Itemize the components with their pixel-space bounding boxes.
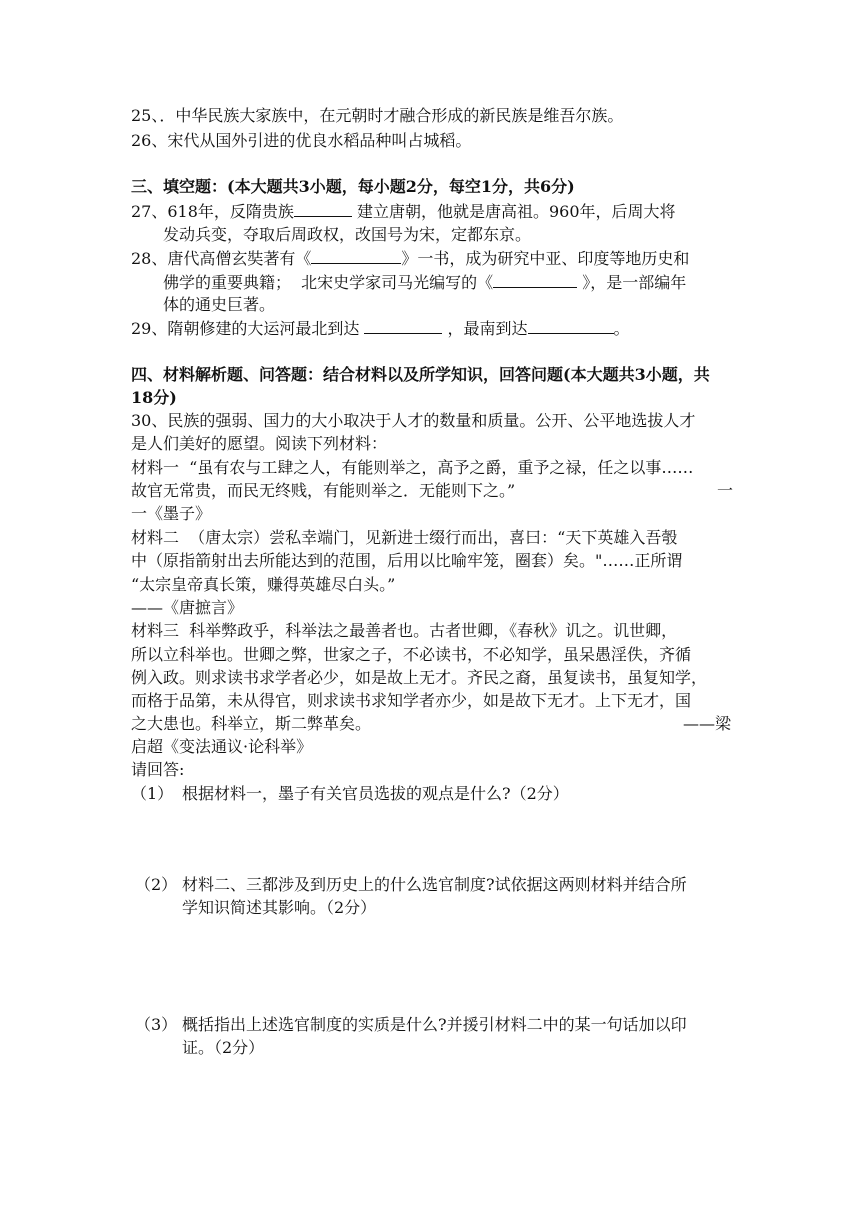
material-1-line-2: 故官无常贵，而民无终贱，有能则举之．无能则下之。” (131, 481, 516, 500)
q28-blank-1[interactable] (311, 247, 401, 264)
material-3-line-5: 之大患也。科举立，斯二弊革矣。 (131, 714, 372, 733)
material-1-line-1: 材料一 “虽有农与工肆之人，有能则举之，高予之爵，重予之禄，任之以事…… (131, 458, 694, 477)
sub-question-2-number: （2） (135, 875, 178, 894)
q30-intro-line-2: 是人们美好的愿望。阅读下列材料： (131, 434, 388, 453)
answer-prompt: 请回答: (131, 760, 185, 779)
q28-text-c: 佛学的重要典籍； 北宋史学家司马光编写的《 (163, 273, 494, 292)
q29-text-b: ，最南到达 (442, 319, 528, 338)
question-28-line-1 (131, 247, 689, 270)
sub-question-3-number: （3） (135, 1015, 178, 1034)
q28-text-d: 》，是一部编年 (577, 273, 687, 292)
sub-question-2-text-line-2: 学知识简述其影响。（2分） (182, 898, 377, 917)
section-4-heading-line-1: 四、材料解析题、问答题：结合材料以及所学知识，回答问题(本大题共3小题，共 (131, 365, 710, 384)
material-3-author-start: ——梁 (683, 714, 732, 733)
material-3-source: 启超《变法通议·论科举》 (131, 737, 313, 756)
q30-intro-line-1: 30、民族的强弱、国力的大小取决于人才的数量和质量。公开、公平地选拔人才 (131, 411, 696, 430)
material-3-line-1: 材料三 科举弊政乎，科举法之最善者也。古者世卿，《春秋》讥之。讥世卿， (131, 621, 678, 640)
sub-question-3-text-line-1: 概括指出上述选官制度的实质是什么?并援引材料二中的某一句话加以印 (182, 1015, 687, 1034)
question-27-line-1 (131, 200, 676, 223)
sub-question-1-number: （1） (131, 784, 174, 803)
q27-text-a: 27、618年，反隋贵族 (131, 202, 294, 221)
q29-text-c: 。 (613, 319, 630, 338)
q28-text-a: 28、唐代高僧玄奘著有《 (131, 249, 312, 268)
material-2-line-2: 中（原指箭射出去所能达到的范围，后用以比喻牢笼，圈套）矣。"……正所谓 (131, 551, 683, 570)
sub-question-2-text-line-1: 材料二、三都涉及到历史上的什么选官制度?试依据这两则材料并结合所 (182, 875, 687, 894)
material-3-line-4: 而格于品第，未从得官，则求读书求知学者亦少，如是故下无才。上下无才，国 (131, 691, 692, 710)
sub-question-3-text-line-2: 证。（2分） (182, 1038, 265, 1057)
material-2-line-1: 材料二 （唐太宗）尝私幸端门，见新进士缀行而出，喜曰：“天下英雄入吾彀 (131, 528, 678, 547)
q27-blank-1[interactable] (294, 200, 352, 217)
q29-blank-1[interactable] (364, 317, 442, 334)
q28-blank-2[interactable] (493, 271, 577, 288)
material-3-line-2: 所以立科举也。世卿之弊，世家之子，不必读书，不必知学，虽呆愚淫佚，齐循 (131, 645, 692, 664)
item-26: 26、宋代从国外引进的优良水稻品种叫占城稻。 (131, 131, 472, 150)
question-28-line-3: 体的通史巨著。 (163, 295, 276, 314)
material-1-source: 一《墨子》 (131, 504, 212, 523)
question-27-line-2: 发动兵变，夺取后周政权，改国号为宋，定都东京。 (163, 225, 532, 244)
material-1-line-2-dash: 一 (717, 481, 734, 500)
question-29 (131, 317, 630, 340)
section-4-heading-line-2: 18分) (131, 388, 177, 407)
item-25: 25、．中华民族大家族中，在元朝时才融合形成的新民族是维吾尔族。 (131, 106, 624, 125)
q29-blank-2[interactable] (528, 317, 614, 334)
question-28-line-2 (163, 271, 686, 294)
q29-text-a: 29、隋朝修建的大运河最北到达 (131, 319, 365, 338)
q28-text-b: 》一书，成为研究中亚、印度等地历史和 (401, 249, 690, 268)
section-3-heading: 三、填空题：(本大题共3小题，每小题2分，每空1分，共6分) (131, 177, 575, 196)
material-3-line-3: 例入政。则求读书求学者必少，如是故上无才。齐民之裔，虽复读书，虽复知学， (131, 668, 708, 687)
material-2-source: ——《唐摭言》 (131, 598, 244, 617)
sub-question-1-text: 根据材料一，墨子有关官员选拔的观点是什么?（2分） (182, 784, 569, 803)
q27-text-b: 建立唐朝，他就是唐高祖。960年，后周大将 (351, 202, 676, 221)
material-2-line-3: “太宗皇帝真长策，赚得英雄尽白头。” (131, 575, 396, 594)
